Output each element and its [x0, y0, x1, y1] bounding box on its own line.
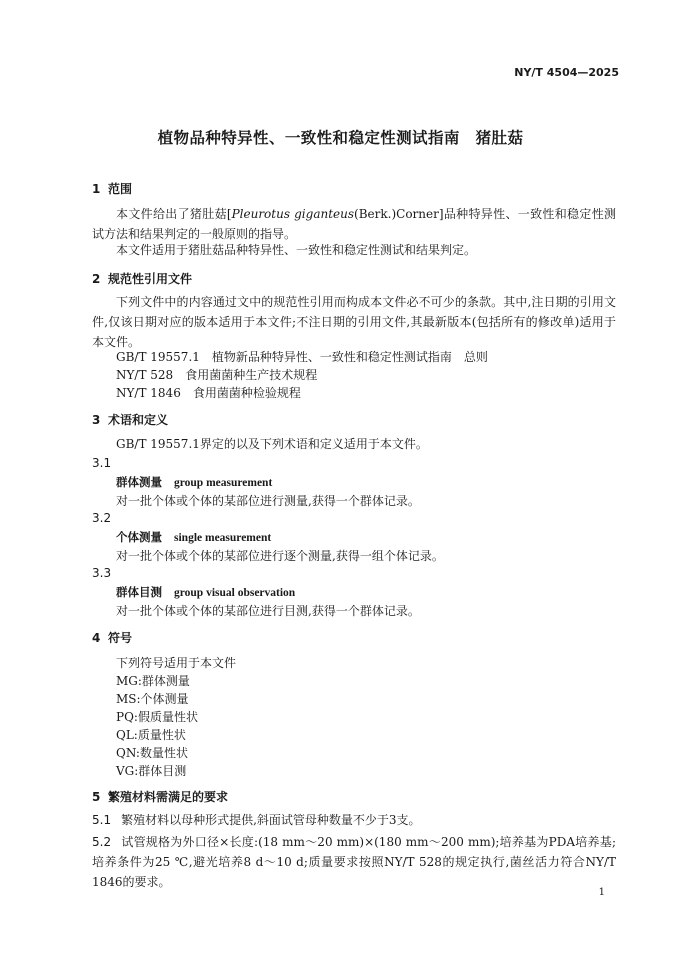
symbol-item: MG:群体测量 [116, 674, 190, 688]
section-5-heading [92, 788, 228, 805]
term-english: group visual observation [174, 587, 296, 599]
term-chinese: 群体测量 [116, 475, 162, 489]
section-title: 范围 [108, 182, 133, 196]
reference-item: NY/T 528 食用菌菌种生产技术规程 [116, 368, 318, 382]
references-paragraph: 下列文件中的内容通过文中的规范性引用而构成本文件必不可少的条款。其中,注日期的引用文件,仅该日期对应的版本适用于本文件;不注日期的引用文件,其最新版本(包括所有的修改单)适用于本文件。 [92, 295, 616, 349]
clause-text: 繁殖材料以母种形式提供,斜面试管母种数量不少于3支。 [121, 813, 421, 827]
section-title: 术语和定义 [108, 413, 169, 427]
section-2-heading [92, 270, 192, 287]
symbol-item: QN:数量性状 [116, 746, 188, 760]
section-number: 4 [92, 631, 101, 645]
term-english: single measurement [174, 532, 272, 544]
term-definition: 对一批个体或个体的某部位进行逐个测量,获得一组个体记录。 [116, 549, 444, 563]
text-run: 本文件给出了猪肚菇[ [116, 207, 232, 221]
section-3-heading [92, 411, 168, 428]
text-run: (Berk.)Corner]品种特异性、一致性和稳定性测试方法和结果判定的一般原则的指导。 [92, 207, 617, 241]
term-chinese: 群体目测 [116, 585, 162, 599]
page-number: 1 [598, 887, 605, 898]
document-code: NY/T 4504—2025 [514, 66, 619, 79]
term-number: 3.3 [92, 566, 112, 580]
term-number: 3.2 [92, 511, 112, 525]
scope-paragraph-1 [92, 204, 616, 244]
latin-name: Pleurotus giganteus [231, 207, 355, 221]
term-definition: 对一批个体或个体的某部位进行测量,获得一个群体记录。 [116, 494, 420, 508]
reference-item: GB/T 19557.1 植物新品种特异性、一致性和稳定性测试指南 总则 [116, 350, 488, 364]
section-number: 2 [92, 272, 101, 286]
clause-text: 试管规格为外口径×长度:(18 mm～20 mm)×(180 mm～200 mm);培养基为PDA培养基;培养条件为25 ℃,避光培养8 d～10 d;质量要求按照NY/T 528的规定执行,菌丝活力符合NY/T 1846的要求。 [92, 835, 616, 889]
symbol-item: VG:群体目测 [116, 764, 187, 778]
scope-paragraph-2: 本文件适用于猪肚菇品种特异性、一致性和稳定性测试和结果判定。 [116, 243, 477, 257]
section-4-heading [92, 629, 132, 646]
term-definition: 对一批个体或个体的某部位进行目测,获得一个群体记录。 [116, 604, 420, 618]
section-number: 1 [92, 182, 101, 196]
clause-number: 5.1 [92, 813, 112, 827]
term-number: 3.1 [92, 456, 112, 470]
clause-item [92, 810, 616, 830]
term-heading [116, 529, 271, 545]
clause-item [92, 832, 616, 892]
section-title: 规范性引用文件 [108, 272, 193, 286]
section-number: 5 [92, 790, 101, 804]
section-title: 符号 [108, 631, 133, 645]
term-heading [116, 584, 295, 600]
section-1-heading [92, 180, 132, 197]
symbol-item: PQ:假质量性状 [116, 710, 198, 724]
term-english: group measurement [174, 477, 273, 489]
term-heading [116, 474, 272, 490]
reference-item: NY/T 1846 食用菌菌种检验规程 [116, 386, 301, 400]
symbols-intro: 下列符号适用于本文件 [116, 656, 237, 670]
term-chinese: 个体测量 [116, 530, 162, 544]
symbol-item: QL:质量性状 [116, 728, 186, 742]
terms-intro: GB/T 19557.1界定的以及下列术语和定义适用于本文件。 [116, 437, 428, 451]
clause-number: 5.2 [92, 835, 112, 849]
page-title: 植物品种特异性、一致性和稳定性测试指南 猪肚菇 [157, 129, 524, 147]
section-number: 3 [92, 413, 101, 427]
section-title: 繁殖材料需满足的要求 [108, 790, 229, 804]
symbol-item: MS:个体测量 [116, 692, 189, 706]
